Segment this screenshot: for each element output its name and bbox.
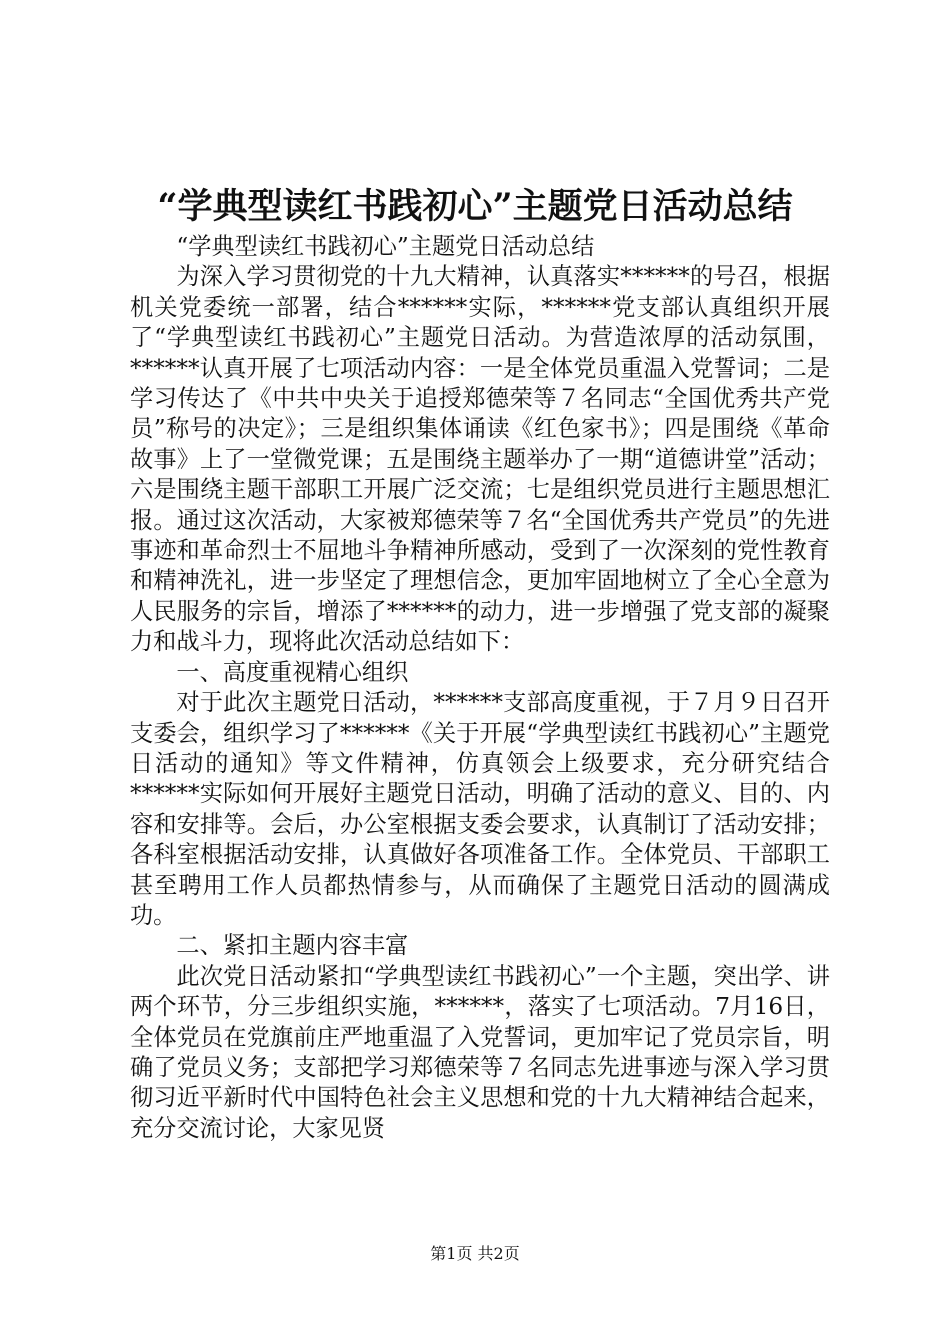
section-heading-1: 一、高度重视精心组织: [176, 658, 409, 686]
intro-paragraph: 为深入学习贯彻党的十九大精神，认真落实******的号召，根据机关党委统一部署，结合******实际，******党支部认真组织开展了“学典型读红书践初心”主题党日活动。为营造浓厚的活动氛围，******认真开展了七项活动内容：一是全体党员重温入党誓词；二是学习传达了《中共中央关于追授郑德荣等７名同志“全国优秀共产党员”称号的决定》；三是组织集体诵读《红色家书》；四是围绕《革命故事》上了一堂微党课；五是围绕主题举办了一期“道德讲堂”活动；六是围绕主题干部职工开展广泛交流；七是组织党员进行主题思想汇报。通过这次活动，大家被郑德荣等７名“全国优秀共产党员”的先进事迹和革命烈士不屈地斗争精神所感动，受到了一次深刻的党性教育和精神洗礼，进一步坚定了理想信念，更加牢固地树立了全心全意为人民服务的宗旨，增添了******的动力，进一步增强了党支部的凝聚力和战斗力，现将此次活动总结如下：: [130, 263, 830, 656]
document-body: [130, 232, 830, 1144]
section-heading-2: 二、紧扣主题内容丰富: [176, 932, 409, 960]
section-paragraph-2: 此次党日活动紧扣“学典型读红书践初心”一个主题，突出学、讲两个环节，分三步组织实施，******，落实了七项活动。7月16日，全体党员在党旗前庄严地重温了入党誓词，更加牢记了党员宗旨，明确了党员义务；支部把学习郑德荣等７名同志先进事迹与深入学习贯彻习近平新时代中国特色社会主义思想和党的十九大精神结合起来，充分交流讨论，大家见贤: [130, 962, 830, 1142]
section-paragraph-1: 对于此次主题党日活动，******支部高度重视，于７月９日召开支委会，组织学习了******《关于开展“学典型读红书践初心”主题党日活动的通知》等文件精神，仿真领会上级要求，充分研究结合******实际如何开展好主题党日活动，明确了活动的意义、目的、内容和安排等。会后，办公室根据支委会要求，认真制订了活动安排；各科室根据活动安排，认真做好各项准备工作。全体党员、干部职工甚至聘用工作人员都热情参与，从而确保了主题党日活动的圆满成功。: [130, 689, 830, 929]
page-footer: 第1页 共2页: [430, 1244, 520, 1263]
subtitle-paragraph: “学典型读红书践初心”主题党日活动总结: [176, 233, 595, 260]
document-title: “学典型读红书践初心”主题党日活动总结: [157, 186, 793, 227]
